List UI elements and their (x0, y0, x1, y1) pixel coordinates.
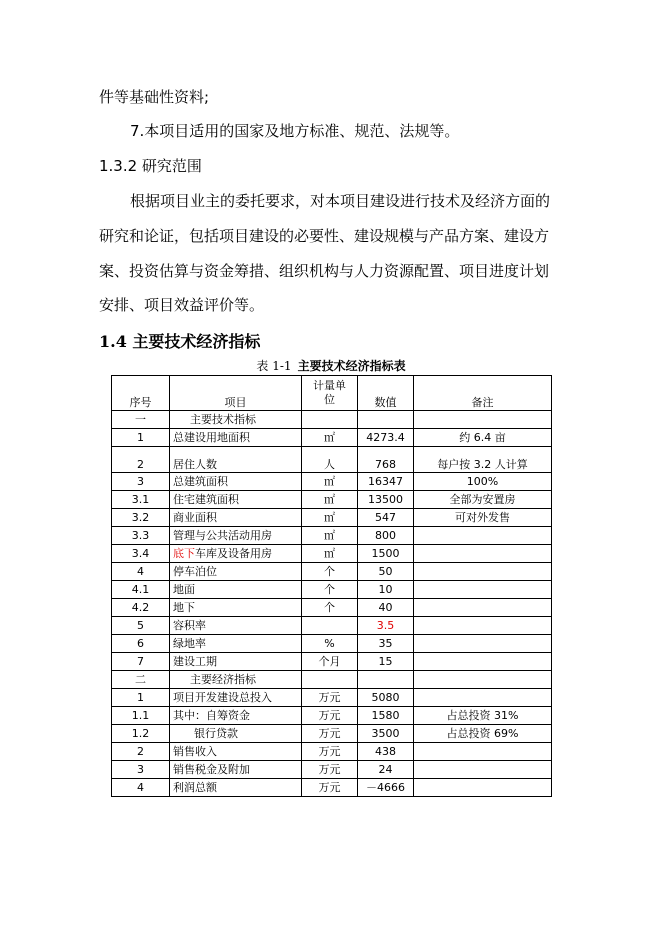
table-row (112, 509, 552, 527)
table-cell: 总建筑面积 (170, 473, 302, 491)
table-row (112, 653, 552, 671)
paragraph-line: 根据项目业主的委托要求，对本项目建设进行技术及经济方面的 (130, 192, 551, 210)
table-cell: 3 (112, 473, 170, 491)
table-cell: 容积率 (170, 617, 302, 635)
table-caption-number: 表 1-1 (256, 359, 292, 373)
highlighted-text: 底下 (173, 546, 195, 560)
section-row (112, 411, 552, 429)
table-cell (302, 671, 358, 689)
table-cell: 万元 (302, 743, 358, 761)
table-cell: 二 (112, 671, 170, 689)
table-cell: 万元 (302, 725, 358, 743)
table-cell: 万元 (302, 707, 358, 725)
table-cell: 1 (112, 689, 170, 707)
table-cell: 3.3 (112, 527, 170, 545)
table-cell: 1 (112, 429, 170, 447)
table-cell (414, 635, 552, 653)
table-cell: 底下车库及设备用房 (170, 545, 302, 563)
header-item: 项目 (170, 376, 302, 411)
highlighted-value: 3.5 (358, 617, 414, 635)
table-cell: 7 (112, 653, 170, 671)
table-cell: 一 (112, 411, 170, 429)
table-cell: 占总投资 69% (414, 725, 552, 743)
table-cell (414, 617, 552, 635)
table-cell: 1580 (358, 707, 414, 725)
table-cell: % (302, 635, 358, 653)
table-cell: 管理与公共活动用房 (170, 527, 302, 545)
table-cell: 其中：自筹资金 (170, 707, 302, 725)
paragraph-line: 安排、项目效益评价等。 (99, 296, 265, 314)
section-row (112, 671, 552, 689)
table-row (112, 689, 552, 707)
table-row (112, 599, 552, 617)
table-cell: 3 (112, 761, 170, 779)
table-cell: 1500 (358, 545, 414, 563)
paragraph-line: 件等基础性资料; (99, 88, 210, 106)
table-cell: 个 (302, 563, 358, 581)
table-cell: 40 (358, 599, 414, 617)
table-row (112, 707, 552, 725)
table-cell (414, 599, 552, 617)
table-row (112, 761, 552, 779)
table-cell: 4273.4 (358, 429, 414, 447)
table-row (112, 473, 552, 491)
table-cell: 主要技术指标 (170, 411, 302, 429)
table-cell: 绿地率 (170, 635, 302, 653)
table-cell: 4.2 (112, 599, 170, 617)
table-cell: 个月 (302, 653, 358, 671)
table-cell: 主要经济指标 (170, 671, 302, 689)
table-cell: ㎡ (302, 545, 358, 563)
table-cell: 5080 (358, 689, 414, 707)
table-cell (358, 411, 414, 429)
header-value: 数值 (358, 376, 414, 411)
indicator-table (111, 375, 552, 797)
table-cell: 3.1 (112, 491, 170, 509)
table-cell (414, 581, 552, 599)
table-cell (414, 411, 552, 429)
table-row (112, 545, 552, 563)
table-row (112, 779, 552, 797)
table-cell: 居住人数 (170, 447, 302, 473)
table-cell: 银行贷款 (170, 725, 302, 743)
table-cell (358, 671, 414, 689)
table-cell: 1.1 (112, 707, 170, 725)
table-cell: 438 (358, 743, 414, 761)
table-cell: 800 (358, 527, 414, 545)
table-cell: 利润总额 (170, 779, 302, 797)
section-heading: 1.4 主要技术经济指标 (99, 332, 261, 351)
table-row (112, 635, 552, 653)
table-cell (414, 743, 552, 761)
table-cell: 每户按 3.2 人计算 (414, 447, 552, 473)
table-cell: 约 6.4 亩 (414, 429, 552, 447)
table-cell: 15 (358, 653, 414, 671)
table-cell: 项目开发建设总投入 (170, 689, 302, 707)
table-cell: ㎡ (302, 473, 358, 491)
table-cell: 768 (358, 447, 414, 473)
table-cell: 地下 (170, 599, 302, 617)
table-cell: 万元 (302, 761, 358, 779)
table-cell: 547 (358, 509, 414, 527)
table-cell: 销售收入 (170, 743, 302, 761)
table-cell: －4666 (358, 779, 414, 797)
table-cell: 1.2 (112, 725, 170, 743)
table-cell: 个 (302, 581, 358, 599)
table-row (112, 563, 552, 581)
table-cell: 2 (112, 743, 170, 761)
table-cell (414, 761, 552, 779)
table-caption-title: 主要技术经济指标表 (297, 359, 406, 373)
table-cell: 个 (302, 599, 358, 617)
table-row (112, 527, 552, 545)
table-cell (414, 689, 552, 707)
table-row (112, 617, 552, 635)
table-header-row (112, 376, 552, 411)
subsection-heading: 1.3.2 研究范围 (99, 157, 202, 175)
table-cell: 建设工期 (170, 653, 302, 671)
table-cell: 4.1 (112, 581, 170, 599)
table-cell: 2 (112, 447, 170, 473)
table-cell: 5 (112, 617, 170, 635)
table-cell: 50 (358, 563, 414, 581)
table-cell: 4 (112, 779, 170, 797)
paragraph-line: 7.本项目适用的国家及地方标准、规范、法规等。 (130, 122, 460, 140)
table-cell: 35 (358, 635, 414, 653)
header-note: 备注 (414, 376, 552, 411)
table-cell: 可对外发售 (414, 509, 552, 527)
table-cell (414, 671, 552, 689)
table-cell: 总建设用地面积 (170, 429, 302, 447)
table-cell: 地面 (170, 581, 302, 599)
table-row (112, 743, 552, 761)
table-cell: 占总投资 31% (414, 707, 552, 725)
table-cell: ㎡ (302, 509, 358, 527)
table-caption (0, 357, 662, 374)
table-cell: 6 (112, 635, 170, 653)
table-cell: 3.2 (112, 509, 170, 527)
table-cell (302, 617, 358, 635)
table-cell: 销售税金及附加 (170, 761, 302, 779)
table-cell: 人 (302, 447, 358, 473)
table-cell: 住宅建筑面积 (170, 491, 302, 509)
table-cell (414, 527, 552, 545)
header-unit: 计量单 位 (302, 376, 358, 411)
table-cell: 停车泊位 (170, 563, 302, 581)
table-cell: 商业面积 (170, 509, 302, 527)
table-cell: 全部为安置房 (414, 491, 552, 509)
table-cell: 4 (112, 563, 170, 581)
table-cell (302, 411, 358, 429)
table-cell: 13500 (358, 491, 414, 509)
table-row (112, 581, 552, 599)
table-cell (414, 563, 552, 581)
table-cell: 3.4 (112, 545, 170, 563)
table-cell: 万元 (302, 689, 358, 707)
table-cell (414, 779, 552, 797)
table-cell: 16347 (358, 473, 414, 491)
table-row (112, 491, 552, 509)
table-cell: ㎡ (302, 491, 358, 509)
table-cell: 万元 (302, 779, 358, 797)
table-cell: ㎡ (302, 429, 358, 447)
table-cell: ㎡ (302, 527, 358, 545)
paragraph-line: 研究和论证，包括项目建设的必要性、建设规模与产品方案、建设方 (99, 227, 550, 245)
table-cell: 100% (414, 473, 552, 491)
table-cell: 10 (358, 581, 414, 599)
table-cell (414, 545, 552, 563)
table-row (112, 429, 552, 447)
table-row (112, 725, 552, 743)
table-cell: 3500 (358, 725, 414, 743)
table-cell: 24 (358, 761, 414, 779)
table-row (112, 447, 552, 473)
header-no: 序号 (112, 376, 170, 411)
table-cell (414, 653, 552, 671)
paragraph-line: 案、投资估算与资金筹措、组织机构与人力资源配置、项目进度计划 (99, 262, 550, 280)
